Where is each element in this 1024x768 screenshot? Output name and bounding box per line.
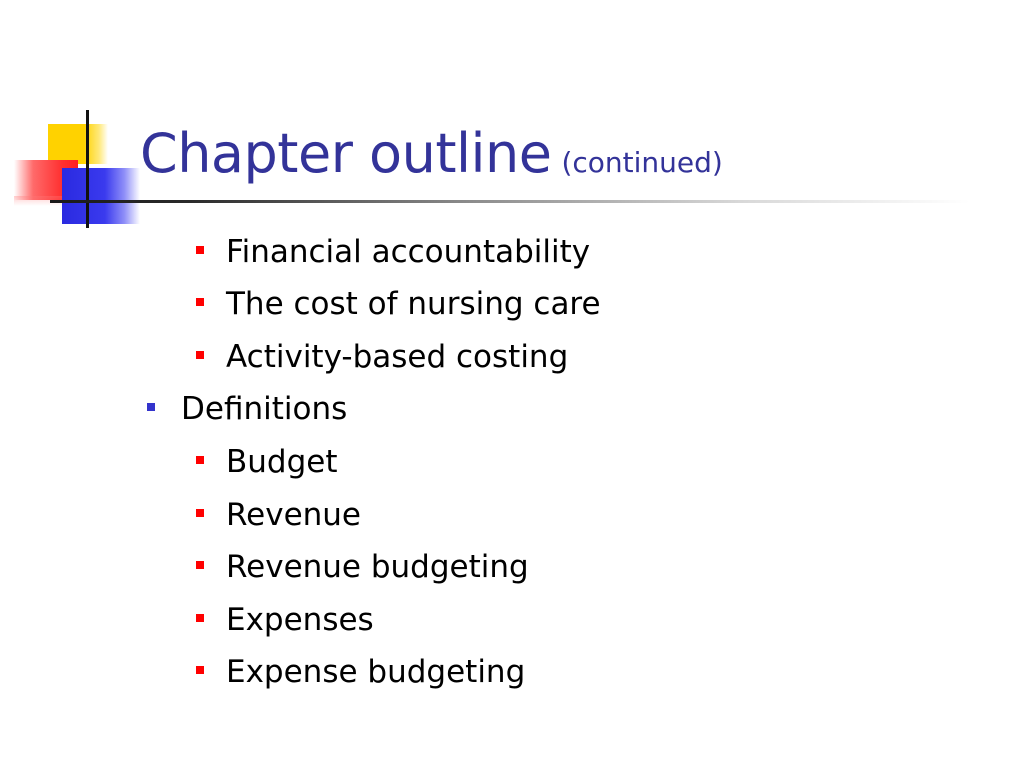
list-item	[196, 495, 361, 535]
list-item	[196, 284, 601, 324]
list-item-text: Activity-based costing	[226, 339, 569, 375]
red-square-bullet-icon	[196, 666, 204, 674]
red-square-bullet-icon	[196, 561, 204, 569]
title-main-text: Chapter outline	[140, 122, 552, 185]
list-item-text: Expenses	[226, 602, 374, 638]
title-suffix-text: (continued)	[561, 146, 723, 179]
red-square-bullet-icon	[196, 509, 204, 517]
list-item-text: Expense budgeting	[226, 654, 526, 690]
red-square-bullet-icon	[196, 614, 204, 622]
list-item	[196, 232, 590, 272]
list-item	[147, 389, 347, 429]
red-square-bullet-icon	[196, 298, 204, 306]
red-square-bullet-icon	[196, 456, 204, 464]
blue-square-decoration	[62, 168, 140, 224]
list-item	[196, 547, 529, 587]
list-item	[196, 337, 568, 377]
list-item-text: Revenue	[226, 497, 362, 533]
blue-square-bullet-icon	[147, 403, 155, 411]
title-underline	[50, 200, 970, 203]
red-square-bullet-icon	[196, 351, 204, 359]
list-item-text: Budget	[226, 444, 338, 480]
list-item	[196, 600, 374, 640]
list-item-text: Financial accountability	[226, 234, 591, 270]
list-item-text: The cost of nursing care	[226, 286, 601, 322]
yellow-square-decoration	[48, 124, 108, 164]
list-item-text: Definitions	[181, 391, 348, 427]
red-square-bullet-icon	[196, 246, 204, 254]
vertical-line-decoration	[86, 110, 89, 228]
list-item-text: Revenue budgeting	[226, 549, 529, 585]
slide-title	[140, 122, 723, 185]
list-item	[196, 442, 338, 482]
list-item	[196, 652, 525, 692]
slide-logo-decoration	[0, 0, 200, 240]
